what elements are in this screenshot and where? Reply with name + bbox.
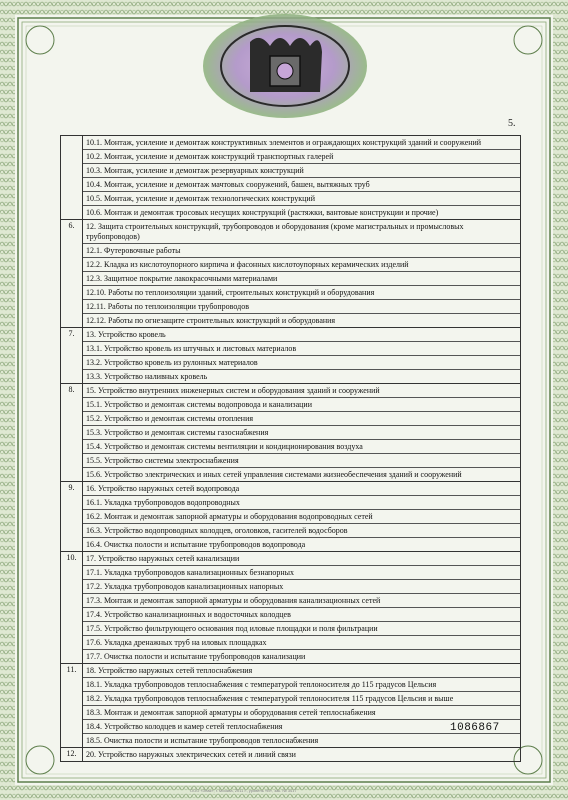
table-row — [61, 220, 521, 328]
row-number: 8. — [61, 384, 83, 482]
work-type-entry: 17.5. Устройство фильтрующего основания под иловые площадки и поля фильтрации — [83, 622, 520, 636]
row-entries — [83, 552, 521, 664]
table-row — [61, 384, 521, 482]
work-type-entry: 12.2. Кладка из кислотоупорного кирпича и фасонных кислотоупорных керамических изделий — [83, 258, 520, 272]
work-type-entry: 10.4. Монтаж, усиление и демонтаж мачтовых сооружений, башен, вытяжных труб — [83, 178, 520, 192]
work-type-entry: 17.2. Укладка трубопроводов канализационных напорных — [83, 580, 520, 594]
work-type-entry: 12.1. Футеровочные работы — [83, 244, 520, 258]
table-row — [61, 136, 521, 220]
work-type-entry: 10.6. Монтаж и демонтаж тросовых несущих конструкций (растяжки, вантовые конструкции и прочие) — [86, 207, 439, 217]
work-type-entry: 18. Устройство наружных сетей теплоснабжения — [83, 664, 520, 678]
table-row — [61, 748, 521, 762]
work-type-entry: 13.3. Устройство наливных кровель — [86, 371, 208, 381]
work-type-entry: 18.2. Укладка трубопроводов теплоснабжения с температурой теплоносителя 115 градусов Цельсия и выше — [83, 692, 520, 706]
row-entries — [83, 328, 521, 384]
row-number: 10. — [61, 552, 83, 664]
row-number: 11. — [61, 664, 83, 748]
work-type-entry: 17. Устройство наружных сетей канализации — [83, 552, 520, 566]
row-number: 7. — [61, 328, 83, 384]
work-type-entry: 15. Устройство внутренних инженерных систем и оборудования зданий и сооружений — [83, 384, 520, 398]
work-type-entry: 18.4. Устройство колодцев и камер сетей теплоснабжения — [83, 720, 520, 734]
work-type-entry: 10.5. Монтаж, усиление и демонтаж технологических конструкций — [83, 192, 520, 206]
work-type-entry: 17.4. Устройство канализационных и водосточных колодцев — [83, 608, 520, 622]
work-types-table — [60, 135, 521, 762]
work-type-entry: 16.2. Монтаж и демонтаж запорной арматуры и оборудования водопроводных сетей — [83, 510, 520, 524]
row-entries — [83, 220, 521, 328]
work-type-entry: 17.3. Монтаж и демонтаж запорной арматуры и оборудования канализационных сетей — [83, 594, 520, 608]
work-type-entry: 18.3. Монтаж и демонтаж запорной арматуры и оборудования сетей теплоснабжения — [83, 706, 520, 720]
row-entries — [83, 384, 521, 482]
work-type-entry: 20. Устройство наружных электрических сетей и линий связи — [86, 749, 296, 759]
work-type-entry: 12.12. Работы по огнезащите строительных конструкций и оборудования — [86, 315, 336, 325]
work-type-entry: 10.1. Монтаж, усиление и демонтаж конструктивных элементов и ограждающих конструкций зданий и сооружений — [83, 136, 520, 150]
work-type-entry: 15.1. Устройство и демонтаж системы водопровода и канализации — [83, 398, 520, 412]
row-entries — [83, 482, 521, 552]
work-type-entry: 16. Устройство наружных сетей водопровода — [83, 482, 520, 496]
work-type-entry: 13.2. Устройство кровель из рулонных материалов — [83, 356, 520, 370]
coat-of-arms-emblem — [200, 12, 370, 120]
work-type-entry: 15.5. Устройство системы электроснабжения — [83, 454, 520, 468]
work-type-entry: 13.1. Устройство кровель из штучных и листовых материалов — [83, 342, 520, 356]
work-type-entry: 18.5. Очистка полости и испытание трубопроводов теплоснабжения — [86, 735, 319, 745]
work-type-entry: 12.11. Работы по теплоизоляции трубопроводов — [83, 300, 520, 314]
work-type-entry: 15.6. Устройство электрических и иных сетей управления системами жизнеобеспечения зданий и сооружений — [86, 469, 462, 479]
printer-footer: ООО «Знак», г. Москва, 2011 г., уровень «В», зак. № 3417 — [190, 788, 297, 793]
serial-number: 1086867 — [450, 722, 500, 734]
work-type-entry: 15.4. Устройство и демонтаж системы вентиляции и кондиционирования воздуха — [83, 440, 520, 454]
row-entries — [83, 664, 521, 748]
page-number: 5. — [508, 118, 516, 129]
row-entries — [83, 136, 521, 220]
work-type-entry: 15.3. Устройство и демонтаж системы газоснабжения — [83, 426, 520, 440]
work-type-entry: 12. Защита строительных конструкций, трубопроводов и оборудования (кроме магистральных и промысловых трубопроводов) — [83, 220, 520, 244]
row-number: 6. — [61, 220, 83, 328]
table-row — [61, 664, 521, 748]
work-type-entry: 17.7. Очистка полости и испытание трубопроводов канализации — [86, 651, 306, 661]
work-type-entry: 16.1. Укладка трубопроводов водопроводных — [83, 496, 520, 510]
row-number: 12. — [61, 748, 83, 762]
row-number — [61, 136, 83, 220]
table-row — [61, 552, 521, 664]
row-number: 9. — [61, 482, 83, 552]
work-type-entry: 15.2. Устройство и демонтаж системы отопления — [83, 412, 520, 426]
work-type-entry: 10.2. Монтаж, усиление и демонтаж конструкций транспортных галерей — [83, 150, 520, 164]
work-type-entry: 12.3. Защитное покрытие лакокрасочными материалами — [83, 272, 520, 286]
work-type-entry: 17.1. Укладка трубопроводов канализационных безнапорных — [83, 566, 520, 580]
work-type-entry: 13. Устройство кровель — [83, 328, 520, 342]
table-row — [61, 328, 521, 384]
work-type-entry: 17.6. Укладка дренажных труб на иловых площадках — [83, 636, 520, 650]
work-type-entry: 10.3. Монтаж, усиление и демонтаж резервуарных конструкций — [83, 164, 520, 178]
work-type-entry: 12.10. Работы по теплоизоляции зданий, строительных конструкций и оборудования — [83, 286, 520, 300]
work-type-entry: 18.1. Укладка трубопроводов теплоснабжения с температурой теплоносителя до 115 градусов Цельсия — [83, 678, 520, 692]
row-entries — [83, 748, 521, 762]
work-type-entry: 16.4. Очистка полости и испытание трубопроводов водопровода — [86, 539, 306, 549]
work-type-entry: 16.3. Устройство водопроводных колодцев, оголовков, гасителей водосборов — [83, 524, 520, 538]
table-row — [61, 482, 521, 552]
